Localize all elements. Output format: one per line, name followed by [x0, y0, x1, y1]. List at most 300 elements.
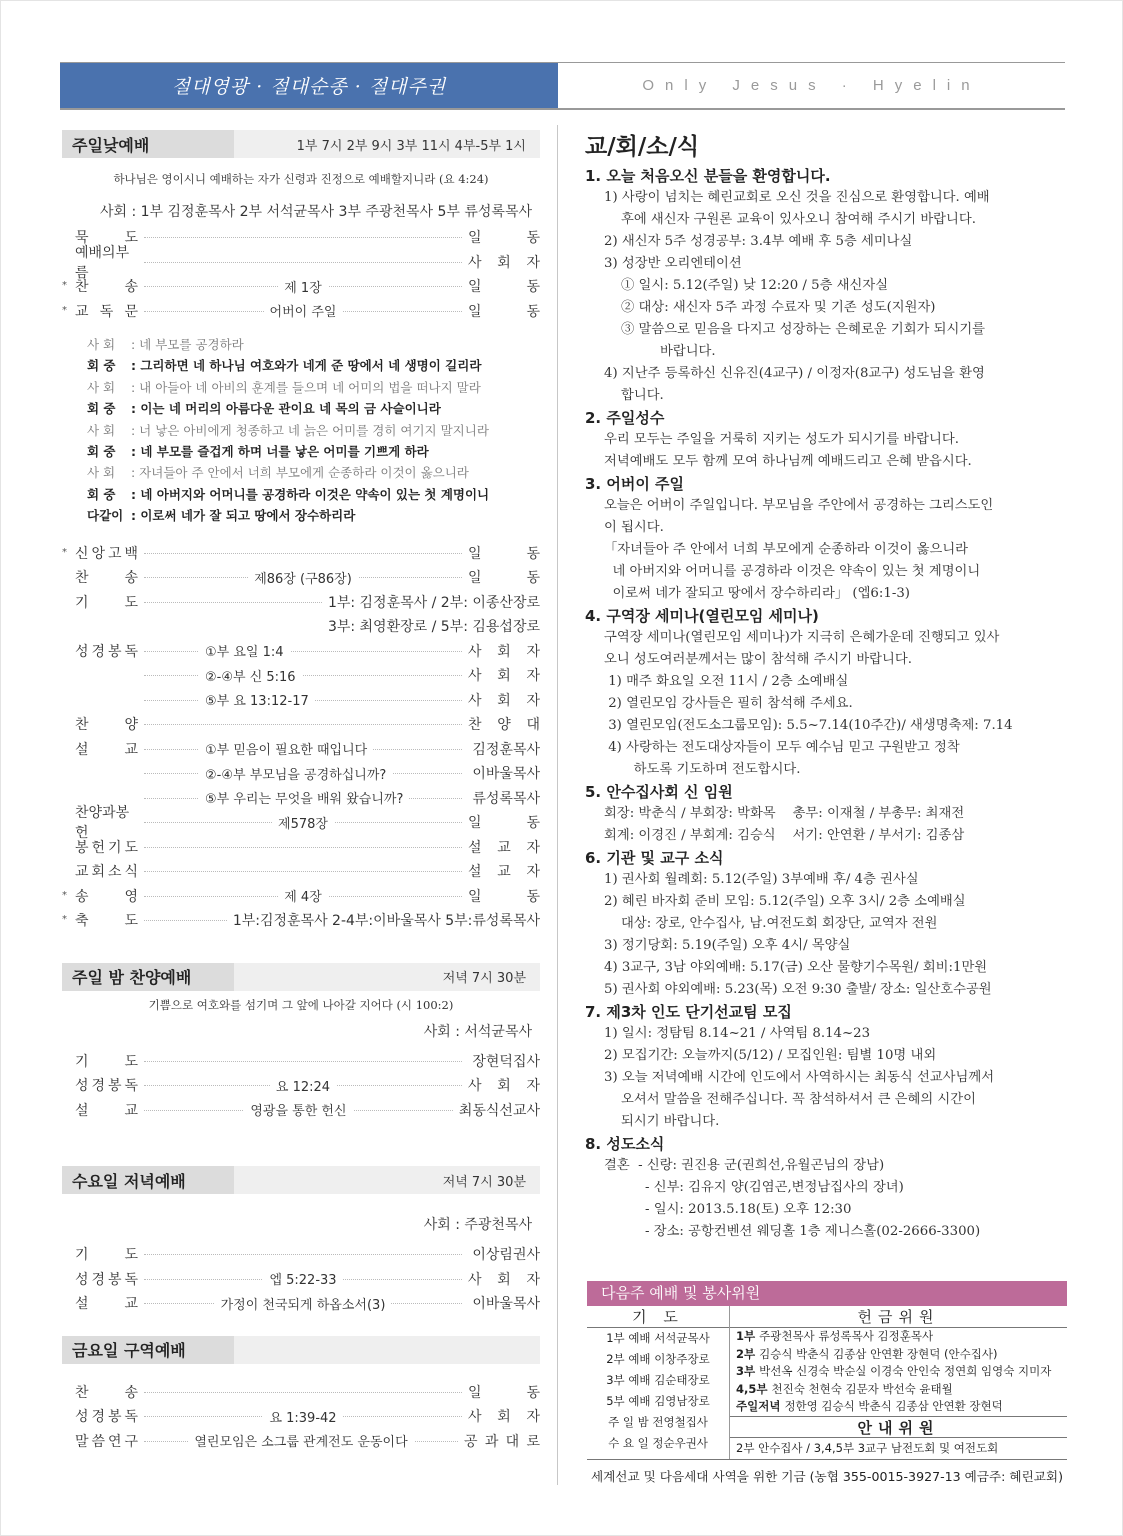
order-row	[62, 541, 540, 566]
order-leader: 1부: 김정훈목사 / 2부: 이종산장로	[327, 594, 540, 611]
header-band	[60, 62, 1065, 110]
prayer-row	[587, 1328, 729, 1349]
char: 자	[526, 692, 540, 709]
char: 설	[75, 1296, 89, 1313]
char: 문	[124, 303, 138, 320]
service-name: 5부 예배	[606, 1394, 655, 1408]
news-line: - 신부: 김유지 양(김염곤,변정남집사의 장녀)	[645, 1180, 904, 1195]
order-row	[62, 299, 540, 324]
detail-text: ⑤부 우리는 무엇을 배워 왔습니까?	[199, 788, 409, 807]
speaker: 사 회	[87, 422, 116, 438]
char: 동	[526, 230, 540, 247]
news-line: 네 아버지와 어머니를 공경하라 이것은 약속이 있는 첫 계명이니	[604, 564, 981, 579]
char: 사	[468, 1271, 482, 1288]
char: 경	[91, 1409, 106, 1426]
news-line: 2) 모집기간: 오늘까지(5/12) / 모집인원: 팀별 10명 내외	[604, 1048, 937, 1063]
guide-header: 안내위원	[730, 1416, 1067, 1438]
news-line: ③ 말씀으로 믿음을 다지고 성장하는 은혜로운 기회가 되시기를	[621, 322, 986, 337]
order-leader	[468, 886, 540, 906]
speaker: 사 회	[87, 465, 116, 481]
char: 봉	[75, 839, 89, 856]
order-label	[62, 1431, 138, 1451]
order-row	[62, 614, 540, 639]
offering-row	[730, 1328, 1067, 1346]
news-line: ① 일시: 5.12(주일) 낮 12:20 / 5층 새신자실	[621, 278, 889, 293]
news-line: ② 대상: 새신자 5주 과정 수료자 및 기존 성도(지원자)	[621, 300, 936, 315]
news-line: 1) 매주 화요일 오전 11시 / 2층 소예배실	[604, 674, 849, 689]
order-detail	[144, 886, 462, 905]
char: 일	[468, 1384, 482, 1401]
order-row	[62, 1049, 540, 1074]
prayer-row	[587, 1349, 729, 1370]
char: 교	[75, 303, 89, 320]
news-heading: 8. 성도소식	[585, 1135, 665, 1153]
order-row	[62, 1404, 540, 1429]
order-label	[62, 1244, 138, 1264]
char: 자	[526, 839, 540, 856]
order-list-evening	[62, 1049, 540, 1123]
char: 동	[526, 279, 540, 296]
order-label	[62, 1269, 138, 1289]
section-header-wednesday	[62, 1166, 540, 1194]
order-leader	[468, 812, 540, 832]
news-line: 「자녀들아 주 안에서 너희 부모에게 순종하라 이것이 옳으니라	[604, 542, 969, 557]
char: 찬	[75, 279, 89, 296]
news-heading: 2. 주일성수	[585, 409, 665, 427]
order-detail	[144, 1431, 458, 1450]
order-label	[62, 567, 138, 587]
order-row	[62, 805, 540, 842]
order-leader	[468, 714, 540, 734]
char: 회	[497, 668, 511, 685]
speaker: 회 중	[87, 358, 116, 374]
char: 공	[464, 1433, 478, 1450]
next-week-volunteers	[587, 1281, 1067, 1460]
char: 대	[505, 1433, 520, 1450]
char: 양	[497, 717, 511, 734]
char: 일	[468, 230, 482, 247]
order-leader: 장현덕집사	[472, 1053, 540, 1070]
news-line: 5) 권사회 야외예배: 5.23(목) 오전 9:30 출발/ 장소: 일산호수공원	[604, 982, 992, 997]
news-heading: 1. 오늘 처음오신 분들을 환영합니다.	[585, 167, 831, 185]
responsive-reading	[62, 334, 540, 527]
char: 일	[468, 570, 482, 587]
order-row	[62, 1291, 540, 1316]
news-line: 4) 지난주 등록하신 신유진(4교구) / 이정자(8교구) 성도님을 환영	[604, 366, 985, 381]
char: 과	[484, 1433, 499, 1450]
order-leader	[468, 665, 540, 685]
scripture-verse: 하나님은 영이시니 예배하는 자가 신령과 진정으로 예배할지니라 (요 4:24)	[113, 172, 489, 186]
order-label	[62, 301, 138, 321]
news-line: 우리 모두는 주일을 거룩히 지키는 성도가 되시기를 바랍니다.	[604, 432, 959, 447]
order-leader	[468, 1382, 540, 1402]
char: 동	[526, 545, 540, 562]
char: 기	[75, 594, 89, 611]
char: 자	[526, 254, 540, 271]
char: 독	[124, 643, 138, 660]
char: 백	[124, 545, 138, 562]
order-list-bottom	[62, 541, 540, 933]
prayer-list	[587, 1328, 729, 1454]
order-detail	[144, 690, 462, 709]
order-row	[62, 1073, 540, 1098]
responsive-line: 다같이 : 이로써 네가 잘 되고 땅에서 장수하리라	[87, 505, 540, 526]
char: 성	[75, 1078, 89, 1095]
news-line: 대상: 장로, 안수집사, 남.여전도회 회장단, 교역자 전원	[621, 916, 938, 931]
order-leader	[468, 1406, 540, 1426]
char: 동	[526, 888, 540, 905]
order-leader: 이바울목사	[472, 1296, 540, 1313]
required-star-icon: *	[62, 304, 67, 316]
char: 독	[99, 303, 114, 320]
char: 자	[526, 1409, 540, 1426]
news-line: 1) 일시: 정탐팀 8.14~21 / 사역팀 8.14~23	[604, 1026, 871, 1041]
required-star-icon: *	[62, 889, 67, 901]
order-label	[62, 861, 138, 881]
char: 일	[468, 545, 482, 562]
presider: 사회 : 주광천목사	[423, 1217, 532, 1234]
prayer-leader: 이창주장로	[654, 1352, 710, 1366]
order-detail	[144, 788, 462, 807]
news-heading: 7. 제3차 인도 단기선교팀 모집	[585, 1003, 792, 1021]
order-detail	[144, 1076, 462, 1095]
order-row	[62, 1380, 540, 1405]
char: 도	[124, 594, 138, 611]
order-detail	[144, 666, 462, 685]
order-row	[62, 712, 540, 737]
prayer-row	[587, 1412, 729, 1433]
news-title: 교/회/소/식	[585, 134, 700, 160]
presider: 사회 : 서석균목사	[423, 1023, 532, 1040]
news-line: 저녁예배도 모두 함께 모여 하나님께 예배드리고 은혜 받읍시다.	[604, 454, 972, 469]
responsive-line: 사 회 : 네 부모를 공경하라	[87, 334, 540, 355]
news-heading: 6. 기관 및 교구 소식	[585, 849, 724, 867]
char: 자	[526, 668, 540, 685]
char: 예배의부름	[75, 244, 130, 281]
order-row	[62, 908, 540, 933]
order-leader	[468, 227, 540, 247]
detail-text: ①부 믿음이 필요한 때입니다	[199, 739, 373, 758]
char: 동	[526, 1384, 540, 1401]
order-label	[62, 543, 138, 563]
news-line: 3) 열린모임(전도소그룹모임): 5.5~7.14(10주간)/ 새생명축제: 7.14	[604, 718, 1013, 733]
char: 독	[124, 1409, 138, 1426]
news-line: 결혼 - 신랑: 권진용 군(권희선,유월곤님의 장남)	[604, 1158, 885, 1173]
char: 헌	[91, 839, 106, 856]
order-leader: 류성록목사	[472, 790, 540, 807]
char: 사	[468, 692, 482, 709]
responsive-line: 회 중 : 네 아버지와 어머니를 공경하라 이것은 약속이 있는 첫 계명이니	[87, 484, 540, 505]
order-detail	[144, 568, 462, 587]
service-time: 저녁 7시 30분	[442, 971, 526, 987]
news-line: 오늘은 어버이 주일입니다. 부모님을 주안에서 공경하는 그리스도인	[604, 498, 994, 513]
order-detail	[144, 764, 462, 783]
order-label	[62, 1382, 138, 1402]
char: 씀	[91, 1433, 106, 1450]
presider: 사회 : 1부 김정훈목사 2부 서석균목사 3부 주광천목사 5부 류성록목사	[99, 204, 532, 220]
order-detail	[144, 1100, 453, 1119]
church-news-column	[585, 128, 1070, 1243]
offering-names: 박선옥 신경숙 박순실 이경숙 안인숙 정연희 임영숙 지미자	[759, 1364, 1052, 1378]
char: 성	[75, 643, 89, 660]
char: 자	[526, 864, 540, 881]
news-line: 이로써 네가 잘되고 땅에서 장수하리라」 (엡6:1-3)	[604, 586, 910, 601]
offering-header: 헌금위원	[730, 1306, 1067, 1328]
order-leader: 최동식선교사	[458, 1102, 540, 1119]
news-line: 3) 성장반 오리엔테이션	[604, 256, 742, 271]
prayer-leader: 김순태장로	[654, 1373, 710, 1387]
news-heading: 5. 안수집사회 신 임원	[585, 783, 733, 801]
char: 기	[75, 1247, 89, 1264]
service-name: 1부	[736, 1329, 760, 1343]
char: 식	[124, 864, 138, 881]
news-line: - 장소: 공항컨벤션 웨딩홀 1층 제니스홀(02-2666-3300)	[645, 1224, 981, 1239]
worship-order-column	[62, 130, 540, 1453]
char: 일	[468, 303, 482, 320]
char: 찬	[75, 570, 89, 587]
order-row	[62, 244, 540, 281]
news-line: 2) 새신자 5주 성경공부: 3.4부 예배 후 5층 세미나실	[604, 234, 913, 249]
responsive-line: 회 중 : 이는 네 머리의 아름다운 관이요 네 목의 금 사슬이니라	[87, 398, 540, 419]
offering-names: 정한영 김승식 박춘식 김종삼 안연환 장현덕	[784, 1399, 1003, 1413]
char: 사	[468, 668, 482, 685]
order-label	[62, 837, 138, 857]
service-name: 주 일 밤	[608, 1415, 653, 1429]
speaker: 사 회	[87, 337, 116, 352]
order-leader	[468, 1269, 540, 1289]
char: 기	[75, 1053, 89, 1070]
order-label	[62, 886, 138, 906]
speaker: 다같이	[87, 508, 124, 524]
service-name: 수 요 일	[608, 1436, 653, 1450]
prayer-leader: 정순우권사	[652, 1436, 708, 1450]
responsive-line: 사 회 : 자녀들아 주 안에서 너희 부모에게 순종하라 이것이 옳으니라	[87, 462, 540, 483]
prayer-leader: 김영남장로	[654, 1394, 710, 1408]
offering-row	[730, 1398, 1067, 1416]
order-row	[62, 274, 540, 299]
service-name: 4,5부	[736, 1381, 772, 1396]
order-row	[62, 1098, 540, 1123]
service-name: 3부	[736, 1364, 760, 1378]
char: 로	[526, 1433, 540, 1450]
char: 경	[91, 643, 106, 660]
offering-list	[730, 1328, 1067, 1416]
news-line: 4) 3교구, 3남 야외예배: 5.17(금) 오산 물향기수목원/ 회비:1만원	[604, 960, 988, 975]
char: 동	[526, 303, 540, 320]
offering-names: 주광천목사 류성록목사 김정훈목사	[759, 1329, 934, 1343]
order-row	[62, 1267, 540, 1292]
order-detail	[144, 1294, 462, 1313]
service-name: 1부 예배	[606, 1331, 655, 1345]
char: 봉	[107, 1409, 122, 1426]
char: 찬양과봉헌	[75, 805, 130, 842]
char: 경	[91, 1271, 106, 1288]
char: 축	[75, 913, 89, 930]
char: 회	[497, 1078, 511, 1095]
news-line: 후에 새신자 구원론 교육이 있사오니 참여해 주시기 바랍니다.	[621, 212, 976, 227]
order-row	[62, 1242, 540, 1267]
order-detail	[144, 1269, 462, 1288]
news-line: 합니다.	[621, 388, 664, 403]
order-list-friday	[62, 1380, 540, 1454]
order-label	[62, 739, 138, 759]
detail-text: 열린모임은 소그룹 관계전도 운동이다	[188, 1431, 413, 1450]
offering-row	[730, 1381, 1067, 1399]
char: 회	[497, 1271, 511, 1288]
detail-text: ①부 요일 1:4	[199, 641, 290, 660]
order-leader: 이상림권사	[472, 1247, 540, 1264]
order-detail	[144, 813, 462, 832]
char: 찬	[75, 1384, 89, 1401]
order-row	[62, 663, 540, 688]
char: 교	[75, 864, 89, 881]
column-divider	[557, 125, 558, 1485]
news-line: 3) 정기당회: 5.19(주일) 오후 4시/ 목양실	[604, 938, 851, 953]
char: 회	[497, 1409, 511, 1426]
service-name: 3부 예배	[606, 1373, 655, 1387]
news-heading: 4. 구역장 세미나(열린모임 세미나)	[585, 607, 819, 625]
speaker: 회 중	[87, 486, 116, 502]
char: 독	[124, 1078, 138, 1095]
char: 송	[124, 1384, 138, 1401]
speaker: 사 회	[87, 379, 116, 395]
section-header-friday	[62, 1336, 540, 1364]
char: 설	[468, 839, 482, 856]
char: 찬	[75, 717, 89, 734]
char: 설	[75, 1102, 89, 1119]
char: 독	[124, 1271, 138, 1288]
responsive-line: 사 회 : 너 낳은 아비에게 청종하고 네 늙은 어미를 경히 여기지 말지니라	[87, 420, 540, 441]
char: 성	[75, 1409, 89, 1426]
char: 설	[468, 864, 482, 881]
news-line: 회계: 이경진 / 부회계: 김승식 서기: 안연환 / 부서기: 김종삼	[604, 828, 965, 843]
char: 영	[124, 888, 138, 905]
char: 대	[526, 717, 540, 734]
order-row	[62, 688, 540, 713]
order-detail	[144, 641, 462, 660]
char: 동	[526, 815, 540, 832]
detail-text: 엡 5:22-33	[263, 1269, 342, 1288]
detail-text: 제 4장	[278, 886, 328, 905]
motto: Only Jesus · Hyelin	[642, 77, 981, 94]
char: 교	[124, 741, 138, 758]
prayer-header: 기 도	[587, 1306, 729, 1328]
responsive-line: 회 중 : 네 부모를 즐겁게 하며 너를 낳은 어미를 기쁘게 하라	[87, 441, 540, 462]
offering-row	[730, 1363, 1067, 1381]
char: 송	[124, 570, 138, 587]
service-name: 2부	[736, 1346, 760, 1361]
order-label	[62, 910, 138, 930]
char: 사	[468, 254, 482, 271]
order-leader	[468, 837, 540, 857]
section-title: 수요일 저녁예배	[72, 1171, 186, 1191]
order-detail	[144, 277, 462, 296]
news-line: 되시기 바랍니다.	[621, 1114, 720, 1129]
order-leader	[468, 641, 540, 661]
char: 연	[107, 1433, 122, 1450]
order-detail	[144, 739, 462, 758]
char: 일	[468, 815, 482, 832]
order-label	[62, 714, 138, 734]
char: 사	[468, 1409, 482, 1426]
char: 고	[107, 545, 122, 562]
news-line: 바랍니다.	[660, 344, 716, 359]
section-header-sunday-evening	[62, 963, 540, 991]
news-line: - 일시: 2013.5.18(토) 오후 12:30	[645, 1202, 852, 1217]
prayer-row	[587, 1433, 729, 1454]
char: 자	[526, 1078, 540, 1095]
char: 묵	[75, 230, 89, 247]
char: 봉	[107, 643, 122, 660]
char: 자	[526, 1271, 540, 1288]
order-leader: 1부:김정훈목사 2-4부:이바울목사 5부:류성록목사	[232, 913, 540, 930]
order-row	[62, 761, 540, 786]
slogan: 절대영광 · 절대순종 · 절대주권	[60, 63, 558, 108]
order-row	[62, 590, 540, 615]
char: 신	[75, 545, 89, 562]
order-row	[62, 884, 540, 909]
order-leader: 이바울목사	[472, 766, 540, 783]
char: 교	[124, 1296, 138, 1313]
prayer-leader: 전영철집사	[652, 1415, 708, 1429]
detail-text: 요 12:24	[270, 1076, 336, 1095]
order-leader	[468, 690, 540, 710]
order-label	[62, 1100, 138, 1120]
news-line: 1) 사랑이 넘치는 혜린교회로 오신 것을 진심으로 환영합니다. 예배	[604, 190, 990, 205]
responsive-line: 회 중 : 그리하면 네 하나님 여호와가 네게 준 땅에서 네 생명이 길리라	[87, 355, 540, 376]
order-label	[62, 1051, 138, 1071]
char: 사	[468, 643, 482, 660]
section-title: 금요일 구역예배	[72, 1341, 186, 1361]
scripture-verse: 기쁨으로 여호와를 섬기며 그 앞에 나아갈 지어다 (시 100:2)	[148, 997, 454, 1012]
order-leader	[468, 567, 540, 587]
char: 봉	[107, 1271, 122, 1288]
order-leader: 김정훈목사	[472, 741, 540, 758]
news-line: 1) 권사회 월례회: 5.12(주일) 3부예배 후/ 4층 권사실	[604, 872, 919, 887]
detail-text: 요 1:39-42	[263, 1407, 342, 1426]
char: 교	[497, 839, 511, 856]
char: 회	[497, 692, 511, 709]
prayer-row	[587, 1370, 729, 1391]
required-star-icon: *	[62, 914, 67, 926]
news-list	[585, 165, 1070, 1243]
order-label	[62, 1406, 138, 1426]
char: 도	[124, 1053, 138, 1070]
char: 회	[497, 643, 511, 660]
order-leader	[464, 1431, 540, 1451]
news-line: 4) 사랑하는 전도대상자들이 모두 예수님 믿고 구원받고 정착	[604, 740, 960, 755]
detail-text: ⑤부 요 13:12-17	[199, 690, 315, 709]
char: 사	[468, 1078, 482, 1095]
char: 도	[124, 230, 138, 247]
service-name: 2부 예배	[606, 1352, 655, 1366]
char: 소	[107, 864, 122, 881]
prayer-row	[587, 1391, 729, 1412]
char: 양	[124, 717, 138, 734]
service-times: 1부 7시 2부 9시 3부 11시 4부-5부 1시	[296, 138, 526, 154]
char: 설	[75, 741, 89, 758]
char: 송	[124, 279, 138, 296]
order-leader	[468, 276, 540, 296]
detail-text: 제86장 (구86장)	[248, 568, 358, 587]
offering-names: 천진숙 천현숙 김문자 박선숙 윤태월	[771, 1381, 953, 1396]
char: 봉	[107, 1078, 122, 1095]
required-star-icon: *	[62, 280, 67, 291]
order-leader	[468, 543, 540, 563]
detail-text: 어버이 주일	[264, 301, 343, 320]
order-label	[62, 1075, 138, 1095]
order-leader: 3부: 최영환장로 / 5부: 김용섭장로	[327, 619, 540, 636]
